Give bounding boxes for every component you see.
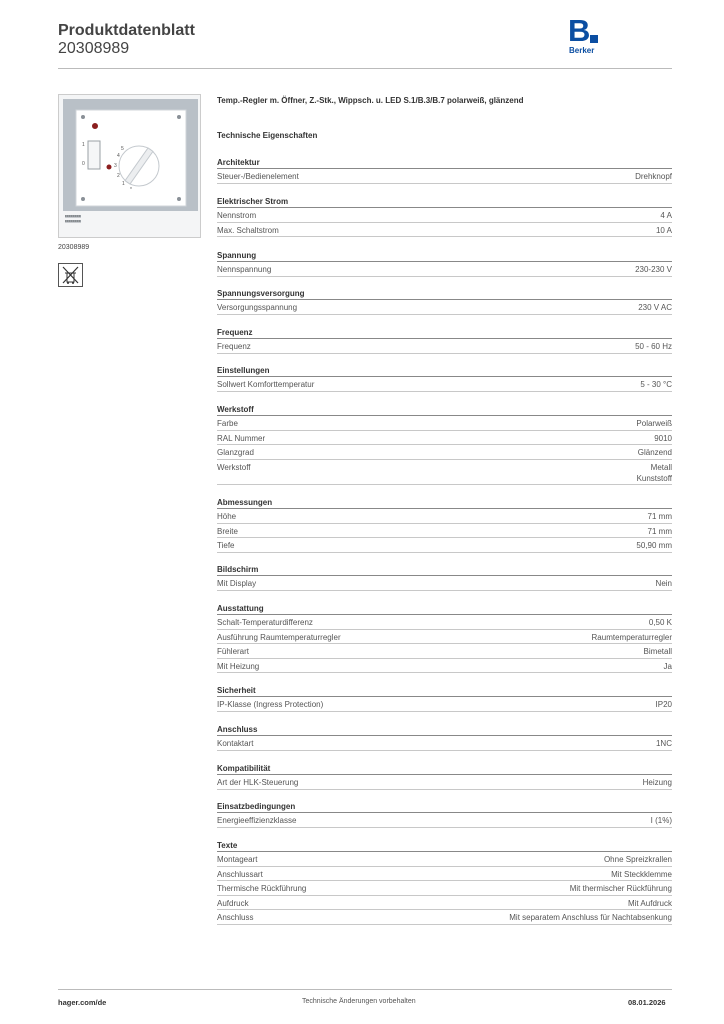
spec-value	[611, 869, 672, 880]
spec-label: Kontaktart	[217, 739, 254, 748]
spec-label: Montageart	[217, 855, 258, 864]
spec-label: Glanzgrad	[217, 448, 254, 458]
spec-label: Breite	[217, 526, 238, 536]
spec-section	[217, 563, 672, 591]
footer-date: 08.01.2026	[628, 998, 666, 1007]
spec-value	[628, 898, 672, 909]
section-title: Einstellungen	[217, 364, 672, 377]
spec-section	[217, 800, 672, 828]
spec-row	[217, 881, 672, 896]
spec-value-line: Mit thermischer Rückführung	[569, 884, 672, 894]
spec-value	[656, 738, 672, 749]
spec-section	[217, 195, 672, 237]
spec-label: Anschlussart	[217, 869, 263, 879]
spec-value	[643, 777, 672, 788]
spec-value	[635, 341, 672, 352]
thermostat-illustration	[59, 95, 202, 239]
section-title: Spannung	[217, 249, 672, 262]
section-title: Spannungsversorgung	[217, 287, 672, 300]
spec-value	[644, 646, 672, 657]
section-title: Frequenz	[217, 326, 672, 339]
section-title: Sicherheit	[217, 684, 672, 697]
spec-label: Aufdruck	[217, 898, 249, 908]
spec-value-line: 0,50 K	[648, 618, 672, 627]
spec-row	[217, 169, 672, 184]
spec-label: Anschluss	[217, 913, 254, 923]
spec-label: Thermische Rückführung	[217, 884, 307, 894]
spec-label: Höhe	[217, 512, 237, 521]
spec-label: Sollwert Komforttemperatur	[217, 380, 315, 389]
spec-value-line: Drehknopf	[635, 172, 672, 181]
spec-value-line: Nein	[655, 579, 672, 588]
section-title: Architektur	[217, 156, 672, 169]
spec-value-line: Bimetall	[643, 647, 672, 657]
spec-value	[604, 854, 672, 865]
spec-label: Nennspannung	[217, 265, 272, 274]
spec-value-line: Ja	[663, 661, 672, 671]
spec-value-line: I (1%)	[650, 816, 672, 825]
footer-divider	[58, 989, 672, 990]
spec-row	[217, 630, 672, 645]
image-caption: 20308989	[58, 244, 90, 251]
spec-section	[217, 403, 672, 485]
spec-label: Mit Display	[217, 579, 257, 588]
spec-section	[217, 684, 672, 712]
spec-value	[509, 912, 672, 923]
spec-label: Tiefe	[217, 541, 235, 551]
spec-row	[217, 644, 672, 659]
svg-text:3: 3	[114, 163, 117, 169]
spec-value	[656, 699, 672, 710]
spec-row	[217, 852, 672, 867]
spec-value	[660, 210, 672, 221]
spec-value	[656, 578, 672, 589]
spec-value-line: 4 A	[660, 211, 672, 220]
spec-section	[217, 839, 672, 925]
spec-value-line: Kunststoff	[636, 473, 672, 483]
spec-row	[217, 736, 672, 751]
spec-value	[664, 661, 672, 672]
logo-dot	[590, 35, 598, 43]
spec-section	[217, 602, 672, 673]
svg-text:2: 2	[117, 173, 120, 179]
spec-section	[217, 156, 672, 184]
spec-value	[638, 302, 672, 313]
product-number: 20308989	[58, 40, 130, 57]
spec-row	[217, 416, 672, 431]
spec-section	[217, 287, 672, 315]
spec-row	[217, 431, 672, 446]
spec-section	[217, 249, 672, 277]
spec-row	[217, 659, 672, 674]
spec-value	[640, 379, 672, 390]
spec-row	[217, 509, 672, 524]
spec-value-line: 230-230 V	[635, 265, 672, 274]
spec-value	[651, 815, 672, 826]
spec-value-line: 10 A	[655, 225, 672, 235]
spec-value-line: Glänzend	[637, 448, 672, 458]
spec-value	[635, 264, 672, 275]
spec-row	[217, 339, 672, 354]
spec-value	[636, 540, 672, 551]
spec-row	[217, 867, 672, 882]
spec-label: Mit Heizung	[217, 661, 260, 671]
section-title: Elektrischer Strom	[217, 195, 672, 208]
spec-value-line: Mit separatem Anschluss für Nachtabsenkung	[509, 913, 672, 923]
spec-value-line: Heizung	[642, 778, 672, 787]
logo-letter: B	[568, 13, 591, 48]
spec-row	[217, 697, 672, 712]
svg-text:0: 0	[82, 161, 85, 167]
berker-logo	[568, 13, 608, 57]
svg-text:5: 5	[121, 146, 124, 152]
spec-label: Energieeffizienzklasse	[217, 816, 297, 825]
product-description: Temp.-Regler m. Öffner, Z.-Stk., Wippsch. u. LED S.1/B.3/B.7 polarweiß, glänzend	[217, 96, 524, 105]
spec-label: Art der HLK-Steuerung	[217, 778, 299, 787]
spec-value	[648, 511, 672, 522]
spec-value	[636, 418, 672, 429]
spec-row	[217, 910, 672, 925]
section-title: Einsatzbedingungen	[217, 800, 672, 813]
spec-label: Steuer-/Bedienelement	[217, 172, 299, 181]
spec-label: Fühlerart	[217, 647, 250, 657]
spec-value-line: Raumtemperaturregler	[591, 632, 672, 642]
spec-value	[649, 617, 672, 628]
spec-value-line: Ohne Spreizkrallen	[603, 855, 672, 864]
spec-row	[217, 775, 672, 790]
spec-value-line: 5 - 30 °C	[640, 380, 672, 389]
section-title: Werkstoff	[217, 403, 672, 416]
spec-section	[217, 326, 672, 354]
spec-value-line: Polarweiß	[636, 419, 672, 428]
logo-brand-name: Berker	[569, 46, 595, 55]
spec-label: Farbe	[217, 419, 238, 428]
svg-text:1: 1	[82, 142, 85, 148]
spec-label: Ausführung Raumtemperaturregler	[217, 632, 341, 642]
product-image	[58, 94, 201, 238]
spec-row	[217, 896, 672, 911]
spec-value	[656, 225, 672, 236]
spec-value-line: 71 mm	[647, 526, 672, 536]
footer-website[interactable]: hager.com/de	[58, 998, 107, 1007]
svg-text:1: 1	[122, 181, 125, 187]
section-title: Abmessungen	[217, 496, 672, 509]
spec-section	[217, 723, 672, 751]
spec-value	[654, 433, 672, 444]
spec-row	[217, 615, 672, 630]
spec-label: Werkstoff	[217, 462, 251, 472]
spec-value-line: 9010	[654, 433, 672, 443]
spec-row	[217, 445, 672, 460]
header-divider	[58, 68, 672, 69]
spec-value	[638, 447, 672, 458]
section-title: Ausstattung	[217, 602, 672, 615]
spec-row	[217, 377, 672, 392]
spec-row	[217, 460, 672, 485]
footer-disclaimer: Technische Änderungen vorbehalten	[302, 998, 416, 1005]
spec-value	[635, 171, 672, 182]
spec-row	[217, 538, 672, 553]
spec-value-line: 230 V AC	[638, 303, 672, 312]
spec-value	[592, 632, 672, 643]
spec-row	[217, 300, 672, 315]
spec-section	[217, 364, 672, 392]
spec-row	[217, 223, 672, 238]
spec-row	[217, 208, 672, 223]
spec-value-line: Metall	[650, 462, 672, 472]
spec-label: IP-Klasse (Ingress Protection)	[217, 700, 324, 709]
section-title: Bildschirm	[217, 563, 672, 576]
spec-value-line: 1NC	[655, 739, 672, 748]
recycling-bin-icon	[58, 263, 83, 287]
spec-value	[570, 883, 672, 894]
spec-value-line: 71 mm	[647, 512, 672, 521]
spec-value	[637, 462, 672, 484]
spec-value	[648, 526, 672, 537]
spec-row	[217, 524, 672, 539]
spec-label: Nennstrom	[217, 211, 257, 220]
spec-value-line: Mit Aufdruck	[627, 898, 672, 908]
spec-row	[217, 576, 672, 591]
spec-value-line: Mit Steckklemme	[611, 869, 672, 879]
spec-label: Versorgungsspannung	[217, 303, 298, 312]
spec-label: Schalt-Temperaturdifferenz	[217, 618, 313, 627]
spec-value-line: 50 - 60 Hz	[635, 342, 672, 351]
tech-heading: Technische Eigenschaften	[217, 131, 318, 140]
section-title: Kompatibilität	[217, 762, 672, 775]
spec-label: Frequenz	[217, 342, 251, 351]
spec-value-line: IP20	[655, 700, 672, 709]
spec-row	[217, 262, 672, 277]
spec-row	[217, 813, 672, 828]
section-title: Anschluss	[217, 723, 672, 736]
page-title: Produktdatenblatt	[58, 22, 195, 39]
svg-text:*: *	[130, 187, 132, 193]
spec-section	[217, 496, 672, 553]
spec-value-line: 50,90 mm	[636, 541, 672, 551]
spec-label: RAL Nummer	[217, 433, 266, 443]
spec-section	[217, 762, 672, 790]
section-title: Texte	[217, 839, 672, 852]
svg-text:4: 4	[117, 153, 120, 159]
spec-label: Max. Schaltstrom	[217, 225, 279, 235]
